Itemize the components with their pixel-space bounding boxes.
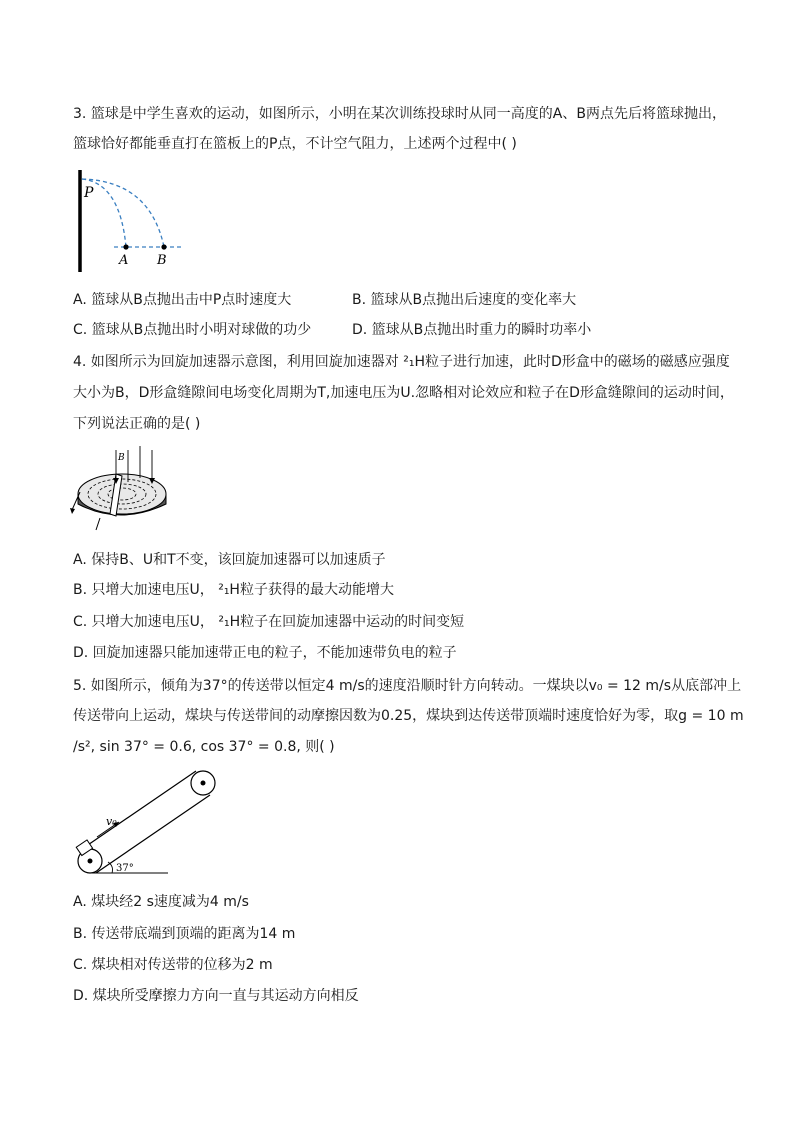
q5-option-a[interactable]: A. 煤块经2 s速度减为4 m/s <box>73 894 249 910</box>
point-b-dot <box>161 244 166 249</box>
q4-cyclotron-figure <box>70 442 180 532</box>
trajectory-from-b <box>82 179 164 247</box>
q5-option-d[interactable]: D. 煤块所受摩擦力方向一直与其运动方向相反 <box>73 988 359 1004</box>
q5-option-b[interactable]: B. 传送带底端到顶端的距离为14 m <box>73 926 296 942</box>
q4-stem-line1: 4. 如图所示为回旋加速器示意图，利用回旋加速器对 ²₁H粒子进行加速，此时D形盒中的磁场的磁感应强度 <box>73 354 730 370</box>
label-b: B <box>157 253 167 268</box>
label-angle: 37° <box>116 863 134 874</box>
label-v0: v₀ <box>106 815 117 828</box>
q3-option-c[interactable]: C. 篮球从B点抛出时小明对球做的功少 <box>73 322 312 338</box>
q3-option-d[interactable]: D. 篮球从B点抛出时重力的瞬时功率小 <box>352 322 592 338</box>
q5-stem-line1: 5. 如图所示，倾角为37°的传送带以恒定4 m/s的速度沿顺时针方向转动。一煤块以v₀ = 12 m/s从底部冲上 <box>73 678 742 694</box>
q5-stem-line3: /s², sin 37° = 0.6, cos 37° = 0.8, 则( ) <box>73 739 335 755</box>
q4-option-b[interactable]: B. 只增大加速电压U， ²₁H粒子获得的最大动能增大 <box>73 582 394 598</box>
q4-stem-line2: 大小为B，D形盒缝隙间电场变化周期为T,加速电压为U.忽略相对论效应和粒子在D形盒缝隙间的运动时间， <box>73 385 734 401</box>
label-a: A <box>119 253 129 268</box>
q3-basketball-figure <box>70 165 200 280</box>
q4-option-a[interactable]: A. 保持B、U和T不变，该回旋加速器可以加速质子 <box>73 552 386 568</box>
q4-stem-line3: 下列说法正确的是( ) <box>73 416 201 432</box>
q3-stem-line1: 3. 篮球是中学生喜欢的运动，如图所示，小明在某次训练投球时从同一高度的A、B两点先后将篮球抛出， <box>73 106 726 122</box>
label-p: P <box>84 185 94 201</box>
q4-option-d[interactable]: D. 回旋加速器只能加速带正电的粒子，不能加速带负电的粒子 <box>73 645 457 661</box>
point-a-dot <box>123 244 128 249</box>
q5-stem-line2: 传送带向上运动，煤块与传送带间的动摩擦因数为0.25，煤块到达传送带顶端时速度恰好为零，取g = 10 m <box>73 708 744 724</box>
q3-stem-line2: 篮球恰好都能垂直打在篮板上的P点，不计空气阻力，上述两个过程中( ) <box>73 136 517 152</box>
q5-option-c[interactable]: C. 煤块相对传送带的位移为2 m <box>73 957 273 973</box>
q5-conveyor-figure <box>70 765 220 885</box>
q3-option-b[interactable]: B. 篮球从B点抛出后速度的变化率大 <box>352 292 577 308</box>
q4-option-c[interactable]: C. 只增大加速电压U， ²₁H粒子在回旋加速器中运动的时间变短 <box>73 614 465 630</box>
q3-option-a[interactable]: A. 篮球从B点抛出击中P点时速度大 <box>73 292 292 308</box>
label-field-b: B <box>118 453 125 463</box>
